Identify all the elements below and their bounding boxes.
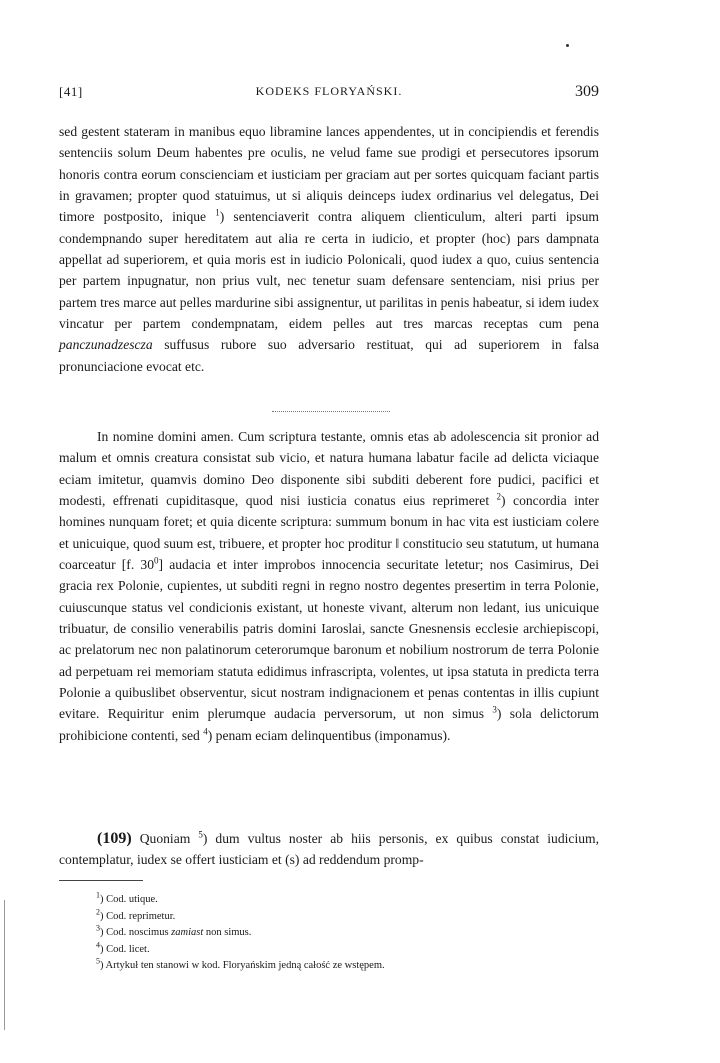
folio-superscript: 0 <box>154 555 159 566</box>
paragraph-preamble: In nomine domini amen. Cum scriptura testante, omnis etas ab adolescencia sit pronior ad malum et omnis creatura consistat sub vicio, et natura humana labatur facile ad delicta viciaque eciam imitetur, quamvis domino Deo disponente sibi subditi deberent fore pudici, pacifici et modesti, effrenati cupiditasque, quod nisi iusticia conatus eius reprimeret $^2$) concordia inter homines nunquam foret; et quia dicente scriptura: summum bonum in hac vita est iusticiam colere et unicuique, quod suum est, tribuere, et propter hoc proditur ‖ constitucio seu statutum, ut humana coarceatur [f. $30^0$] audacia et inter improbos innocencia securitate letetur; nos Casimirus, Dei gracia rex Polonie, cupientes, ut subditi regni in regno nostro degentes presertim in terra Polonie, cuiuscunque status vel condicionis existant, ut honeste vivant, alterum non ledant, ius unicuique tribuatur, de consilio venerabilis patris domini Iaroslai, sancte Gnesnensis ecclesie archiepiscopi, ac prelatorum nec non palatinorum ceterorumque baronum et nobilium nostrorum de terra Polonie ad perpetuam rei memoriam statuta edidimus infrascripta, volentes, ut ipsa statuta in predicta terra Polonie a quibuslibet observentur, sicut nostram indignacionem et penas contentas in illis cupiunt evitare. Requiritur enim plerumque audacia perversorum, ut non simus $^3$) sola delictorum prohibicione contenti, sed $^4$) penam eciam delinquentibus (imponamus). <box>59 429 599 743</box>
footnote-item: $^3$) Cod. noscimus zamiast non simus. <box>96 923 252 938</box>
footnote-item: $^2$) Cod. reprimetur. <box>96 907 176 922</box>
footnote-ref-5: 5 <box>198 829 203 840</box>
section-separator <box>272 411 390 412</box>
header-title: KODEKS FLORYAŃSKI. <box>255 84 403 98</box>
footnotes <box>96 892 576 975</box>
scan-speck <box>566 44 569 47</box>
footnote-ref-3: 3 <box>492 704 497 715</box>
page-number: 309 <box>575 83 599 100</box>
footnote-ref-2: 2 <box>496 491 502 502</box>
footnote-ref-1: 1 <box>215 207 220 218</box>
italic-term: panczunadzescza <box>59 337 153 353</box>
scan-edge-line <box>4 900 5 1030</box>
article-number: (109) <box>97 830 132 847</box>
running-header <box>59 84 599 106</box>
paragraph-article-109: (109) Quoniam $^5$) dum vultus noster ab hiis personis, ex quibus constat iudicium, contemplatur, iudex se offert iusticiam et (s) ad reddendum promp- <box>59 829 599 868</box>
header-reference: [41] <box>59 84 83 99</box>
paragraph-statute-continuation: sed gestent stateram in manibus equo libramine lances appendentes, ut in concipiendis et ferendis sentenciis solum Deum habentes pre oculis, ne velud fame sue prodigi et persecutores ipsorum honoris contra eorum conscienciam et iusticiam per graciam aut per sortes quicquam faciant partis in gravamen; propter quod statuimus, ut si aliquis deinceps iudex ordinarius vel delegatus, Dei timore postposito, inique $^1$) sentenciaverit contra aliquem clienticulum, alteri parti ipsum condempnando super hereditatem aut alia re certa in iudicio, et propter (hoc) pars dampnata appellat ad superiorem, et quia moris est in iudicio Polonicali, quod iudex a quo, cuius sentencia per partem inpugnatur, non prius vult, nec tenetur suam defensare sentenciam, nisi prius per partem tres marce aut pelles mardurine sibi assignentur, ut parilitas in penis habeatur, si idem iudex vincatur per partem condempnatam, eidem pelles aut tres marcas receptas cum pena panczunadzescza suffusus rubore suo adversario restituat, qui ad superiorem in falsa pronunciacione evocat etc. <box>59 124 600 374</box>
footnote-item: $^5$) Artykuł ten stanowi w kod. Floryańskim jedną całość ze wstępem. <box>96 956 385 971</box>
footnote-ref-4: 4 <box>203 726 208 737</box>
footnote-rule <box>59 880 143 881</box>
footnote-item: $^4$) Cod. licet. <box>96 940 150 955</box>
footnote-item: $^1$) Cod. utique. <box>96 890 158 905</box>
